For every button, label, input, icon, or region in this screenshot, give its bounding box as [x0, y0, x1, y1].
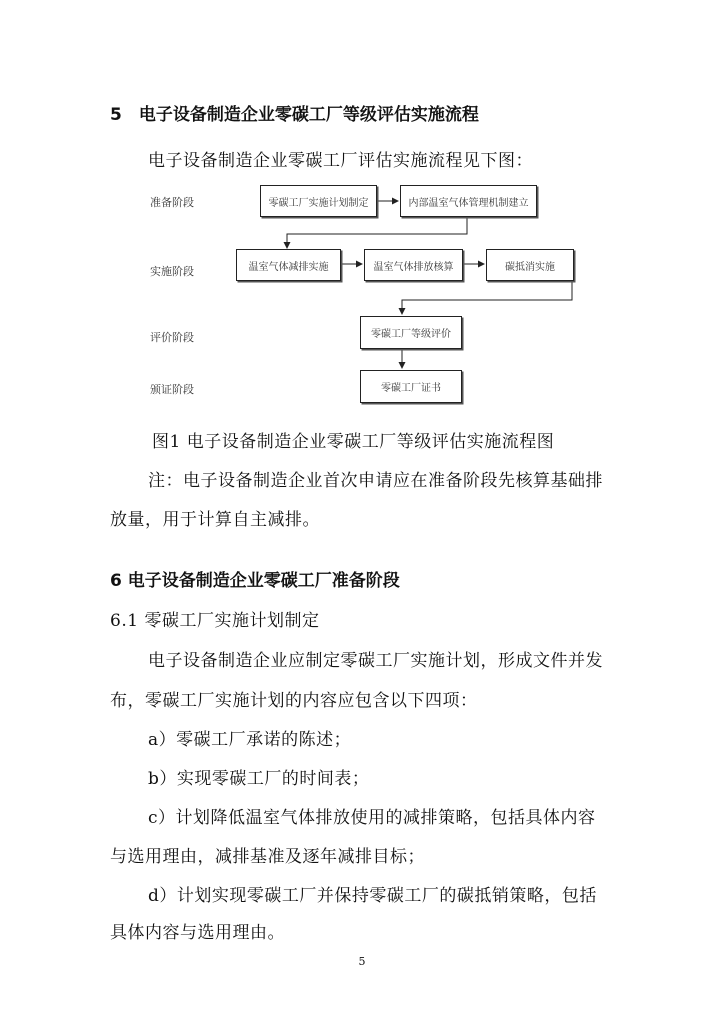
box-reduce: 温室气体减排实施: [236, 249, 341, 281]
box-evaluate: 零碳工厂等级评价: [360, 316, 462, 349]
arrow-offset-to-evaluate: [402, 280, 572, 314]
page-number: 5: [358, 955, 366, 968]
section-5-intro: 电子设备制造企业零碳工厂评估实施流程见下图：: [148, 151, 533, 171]
section-6-1-para-line-1: 电子设备制造企业应制定零碳工厂实施计划，形成文件并发: [148, 651, 603, 671]
box-offset: 碳抵消实施: [486, 249, 574, 281]
stage-evaluation: 评价阶段: [150, 331, 194, 344]
box-verify: 温室气体排放核算: [364, 249, 463, 281]
list-item-c-line-1: c）计划降低温室气体排放使用的减排策略，包括具体内容: [148, 808, 596, 828]
arrow-mgmt-to-reduce: [287, 217, 467, 248]
flowchart: [140, 176, 610, 416]
section-6-heading: 6 电子设备制造企业零碳工厂准备阶段: [110, 571, 400, 591]
section-5-heading: 5 电子设备制造企业零碳工厂等级评估实施流程: [110, 105, 479, 125]
list-item-b: b）实现零碳工厂的时间表；: [148, 769, 370, 789]
stage-implementation: 实施阶段: [150, 265, 194, 278]
list-item-c-line-2: 与选用理由，减排基准及逐年减排目标；: [110, 847, 425, 867]
stage-preparation: 准备阶段: [150, 196, 194, 209]
box-certify: 零碳工厂证书: [360, 370, 462, 403]
list-item-a: a）零碳工厂承诺的陈述；: [148, 730, 352, 750]
list-item-d-line-1: d）计划实现零碳工厂并保持零碳工厂的碳抵销策略，包括: [148, 886, 597, 906]
box-mgmt: 内部温室气体管理机制建立: [400, 185, 537, 217]
section-6-1-para-line-2: 布，零碳工厂实施计划的内容应包含以下四项：: [110, 691, 478, 711]
list-item-d-line-2: 具体内容与选用理由。: [110, 923, 285, 943]
note-line-1: 注：电子设备制造企业首次申请应在准备阶段先核算基础排: [148, 471, 603, 491]
note-line-2: 放量，用于计算自主减排。: [110, 510, 320, 530]
section-6-1-heading: 6.1 零碳工厂实施计划制定: [110, 611, 320, 631]
figure-caption: 图1 电子设备制造企业零碳工厂等级评估实施流程图: [152, 432, 555, 452]
stage-certification: 颁证阶段: [150, 383, 194, 396]
box-plan: 零碳工厂实施计划制定: [260, 185, 377, 217]
